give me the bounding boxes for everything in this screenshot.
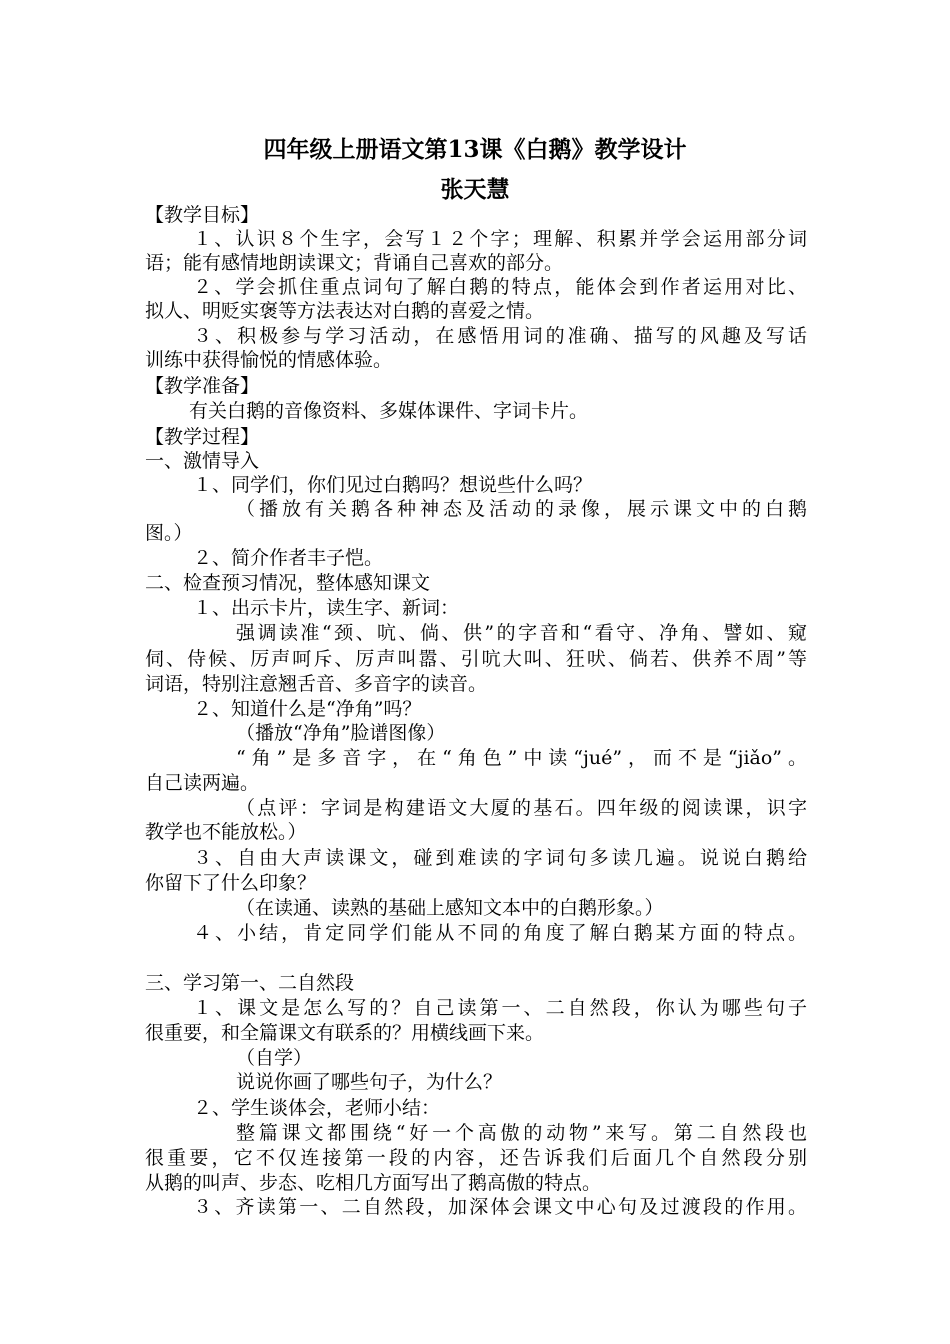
text-line: ４、小结，肯定同学们能从不同的角度了解白鹅某方面的特点。 — [193, 922, 807, 944]
text-line: 说说你画了哪些句子，为什么？ — [236, 1071, 503, 1093]
text-line: 语；能有感情地朗读课文；背诵自己喜欢的部分。 — [145, 252, 564, 274]
text-line: １、同学们，你们见过白鹅吗？想说些什么吗？ — [193, 474, 593, 496]
text-line: ２、学会抓住重点词句了解白鹅的特点，能体会到作者运用对比、 — [193, 276, 807, 298]
document-author: 张天慧 — [440, 176, 510, 203]
section-heading: 一、激情导入 — [145, 450, 260, 472]
heading-process: 【教学过程】 — [145, 426, 260, 448]
heading-objectives: 【教学目标】 — [145, 204, 260, 226]
section-heading: 三、学习第一、二自然段 — [145, 972, 355, 994]
text-line: （点评：字词是构建语文大厦的基石。四年级的阅读课，识字 — [236, 797, 807, 819]
text-line: ２、简介作者丰子恺。 — [193, 547, 384, 569]
text-line: 从鹅的叫声、步态、吃相几方面写出了鹅高傲的特点。 — [145, 1172, 602, 1194]
text-line: 图。） — [145, 522, 193, 544]
text-line: ３、自由大声读课文，碰到难读的字词句多读几遍。说说白鹅给 — [193, 847, 807, 869]
text-line: 很重要，它不仅连接第一段的内容，还告诉我们后面几个自然段分别 — [145, 1147, 807, 1169]
text-line: 教学也不能放松。） — [145, 821, 307, 843]
text-line: （播放有关鹅各种神态及活动的录像，展示课文中的白鹅 — [236, 498, 807, 520]
text-line: ３、积极参与学习活动，在感悟用词的准确、描写的风趣及写话 — [193, 325, 807, 347]
text-line: １、出示卡片，读生字、新词： — [193, 597, 460, 619]
section-heading: 二、检查预习情况，整体感知课文 — [145, 572, 431, 594]
text-line: 伺、侍候、厉声呵斥、厉声叫嚣、引吭大叫、狂吠、倘若、供养不周”等 — [145, 648, 807, 670]
text-line: 词语，特别注意翘舌音、多音字的读音。 — [145, 673, 488, 695]
text-line: （播放“净角”脸谱图像） — [236, 722, 446, 744]
text-line: 自己读两遍。 — [145, 772, 260, 794]
text-line: 整篇课文都围绕“好一个高傲的动物”来写。第二自然段也 — [236, 1122, 807, 1144]
text-line: １、认识８个生字，会写１２个字；理解、积累并学会运用部分词 — [193, 228, 807, 250]
text-line: １、课文是怎么写的？自己读第一、二自然段，你认为哪些句子 — [193, 997, 807, 1019]
text-line: ２、学生谈体会，老师小结： — [193, 1097, 441, 1119]
text-line: 拟人、明贬实褒等方法表达对白鹅的喜爱之情。 — [145, 300, 545, 322]
text-line: 有关白鹅的音像资料、多媒体课件、字词卡片。 — [189, 400, 589, 422]
text-line: 你留下了什么印象？ — [145, 872, 317, 894]
text-line: ３、齐读第一、二自然段，加深体会课文中心句及过渡段的作用。 — [193, 1196, 807, 1218]
text-line: （自学） — [236, 1047, 313, 1069]
text-line: ２、知道什么是“净角”吗？ — [193, 698, 422, 720]
text-line: 训练中获得愉悦的情感体验。 — [145, 349, 393, 371]
heading-preparation: 【教学准备】 — [145, 375, 260, 397]
text-line: （在读通、读熟的基础上感知文本中的白鹅形象。） — [236, 897, 664, 919]
text-line: 很重要，和全篇课文有联系的？用横线画下来。 — [145, 1022, 545, 1044]
text-line: 强调读准“颈、吭、倘、供”的字音和“看守、净角、譬如、窥 — [236, 622, 807, 644]
text-line: “角”是多音字，在“角色”中读“jué”，而不是“jiǎo”。 — [236, 747, 807, 769]
document-title: 四年级上册语文第13课《白鹅》教学设计 — [263, 136, 687, 163]
